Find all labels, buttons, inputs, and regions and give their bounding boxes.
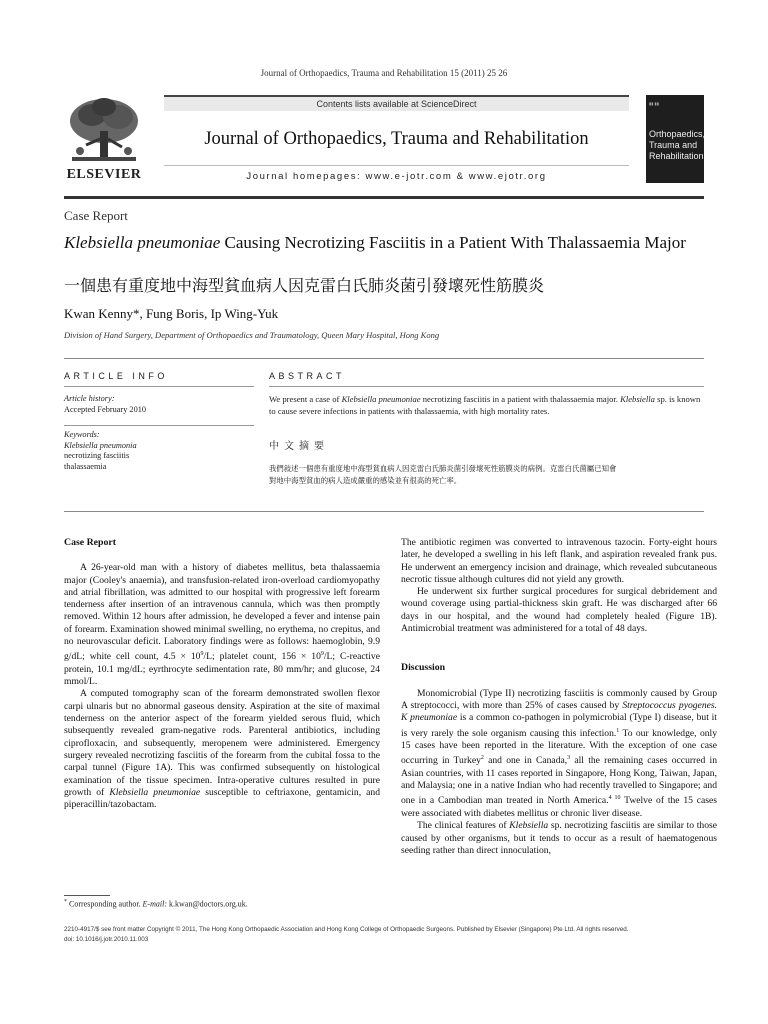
- paragraph: [64, 562, 380, 688]
- keyword: necrotizing fasciitis: [64, 451, 130, 460]
- cn-line: 我們敍述一個患有重度地中海型貧血病人因克雷白氏肺炎菌引發壞死性筋膜炎的病例。克雷白氏菌屬已知會: [269, 464, 617, 473]
- abstract-span: We present a case of: [269, 394, 342, 404]
- copyright-footer: [64, 925, 724, 944]
- banner-mid-rule: [164, 165, 629, 166]
- divider: [269, 386, 704, 387]
- article-history: [64, 394, 254, 415]
- text: A computed tomography scan of the forearm demonstrated swollen flexor carpi ulnaris but no abnormal gaseous density. Aspiration at the site of maximal tenderness on the anterior aspect of the forearm yielded serous fluid, which subsequently revealed gram-negative rods. Parenteral antibiotics, including ciprofloxacin, and subsequently, meropenem were administered. Emergency surgery revealed necrotizing fasciitis of the forearm from the cubital fossa to the carpal tunnel (Figure 1A). This was confirmed subsequently on histological examination of the tissue specimen. Intra-operative cultures resulted in pure growth of: [64, 688, 380, 798]
- abstract-span: Klebsiella: [620, 394, 655, 404]
- abstract-span: necrotizing fasciitis in a patient with thalassaemia major.: [420, 394, 621, 404]
- journal-title: Journal of Orthopaedics, Trauma and Rehabilitation: [204, 129, 589, 149]
- cover-line: Rehabilitation: [649, 151, 704, 161]
- abstract-span: sp. is known to cause severe infections in patients with thalassaemia, with high mortality rates.: [269, 394, 701, 416]
- history-label: Article history:: [64, 394, 115, 403]
- elsevier-tree-icon: [64, 95, 144, 167]
- keyword: thalassaemia: [64, 461, 107, 471]
- divider: [64, 511, 704, 512]
- paragraph: [64, 688, 380, 811]
- doi-link[interactable]: doi: 10.1016/j.jotr.2010.11.003: [64, 935, 149, 943]
- keywords: [64, 430, 254, 472]
- text: susceptible to ceftriaxone, gentamicin, and piperacillin/tazobactam.: [64, 786, 381, 811]
- text: sp. necrotizing fasciitis are similar to those caused by other organisms, but it tends to occur as a result of haematogenous seeding rather than direct innoculation,: [401, 820, 717, 856]
- section-heading-case-report: Case Report: [64, 537, 116, 548]
- paragraph: [401, 820, 717, 857]
- journal-homepage-link[interactable]: Journal homepages: www.e-jotr.com & www.ejotr.org: [246, 171, 547, 182]
- body-right-column: [401, 537, 717, 857]
- cover-line: Trauma and: [649, 140, 698, 150]
- superscript: 9: [200, 651, 204, 658]
- elsevier-logo: [64, 95, 144, 187]
- text: Corresponding author.: [67, 899, 143, 909]
- keywords-label: Keywords:: [64, 430, 100, 439]
- text: E-mail:: [142, 899, 167, 909]
- article-title: [64, 232, 704, 253]
- text: /L; C-reactive protein, 10.1 mg/dL; eyrthrocyte sedimentation rate, 80 mm/hr; and glucose, 24 mmol/L.: [64, 651, 380, 688]
- article-type: Case Report: [64, 208, 128, 223]
- footnote-rule: [64, 895, 110, 896]
- divider: [64, 358, 704, 359]
- text: The clinical features of: [417, 820, 510, 832]
- cover-top-marks: ▮▮ ▮▮: [649, 101, 659, 106]
- history-value: Accepted February 2010: [64, 404, 147, 414]
- banner-bottom-rule: [64, 196, 704, 199]
- banner-center: [164, 95, 629, 187]
- text: To our knowledge, only 15 cases have been reported in the literature. With the exception of one case occurring in Turkey: [401, 727, 717, 767]
- text: Twelve of the 15 cases were associated with diabetes mellitus or chronic liver disease.: [401, 795, 717, 819]
- email-link[interactable]: k.kwan@doctors.org.uk.: [166, 899, 248, 909]
- cn-line: 對地中海型貧血的病人造成嚴重的感染並有很高的死亡率。: [269, 476, 462, 485]
- cover-title: [649, 129, 706, 162]
- abstract-heading: ABSTRACT: [269, 371, 346, 381]
- paragraph: The antibiotic regimen was converted to intravenous tazocin. Forty-eight hours later, he developed a swelling in his left flank, and aspiration revealed frank pus. He underwent an emergency incision and drainage, which revealed subcutaneous necrotic tissue although cultures did not yield any growth.: [401, 537, 717, 585]
- title-organism: Klebsiella pneumoniae: [64, 233, 221, 252]
- text: A 26-year-old man with a history of diabetes mellitus, beta thalassaemia major (Cooley's anaemia), and transfusion-related iron-overload cardiomyopathy and atrial fibrillation, was admitted to our hospital with progressive left forearm tenderness after insertion of an intravenous cannula, which was then promptly removed. Within 12 hours after admission, he developed a fever and intense pain of forearm. Examination showed minimal swelling, no erythema, no crepitus, and no neurovascular deficit. Laboratory findings were as follows: haemoglobin, 9.9 g/dL; white cell count, 4.5 × 10: [64, 562, 380, 663]
- citation[interactable]: 2: [480, 755, 484, 762]
- cover-line: Orthopaedics,: [649, 129, 706, 139]
- text: Klebsiella pneumoniae: [109, 786, 201, 798]
- citation[interactable]: 4 10: [608, 795, 621, 802]
- article-info-heading: ARTICLE INFO: [64, 371, 168, 381]
- paragraph: [401, 688, 717, 821]
- chinese-abstract-text: [269, 463, 719, 487]
- section-heading-discussion: Discussion: [401, 662, 446, 674]
- article-title-chinese: 一個患有重度地中海型貧血病人因克雷白氏肺炎菌引發壞死性筋膜炎: [64, 276, 545, 295]
- contents-available-link[interactable]: Contents lists available at ScienceDirect: [164, 97, 629, 111]
- divider: [64, 386, 254, 387]
- title-rest: Causing Necrotizing Fasciitis in a Patient With Thalassaemia Major: [220, 233, 686, 252]
- footnote-marker: *: [64, 899, 67, 905]
- citation[interactable]: 3: [567, 755, 571, 762]
- abstract-span: Klebsiella pneumoniae: [341, 394, 421, 404]
- corresponding-author-footnote: [64, 899, 384, 909]
- text: and one in Canada,: [483, 755, 568, 767]
- body-left-column: [64, 537, 380, 811]
- publisher-name: ELSEVIER: [66, 167, 142, 182]
- text: Monomicrobial (Type II) necrotizing fasciitis is commonly caused by Group A streptococci, with more than 25% of cases caused by: [401, 687, 717, 711]
- abstract-text: [269, 394, 704, 417]
- authors: Kwan Kenny*, Fung Boris, Ip Wing-Yuk: [64, 306, 279, 321]
- paragraph: He underwent six further surgical procedures for surgical debridement and wound coverage using partial-thickness skin graft. He was discharged after 66 days in our hospital, and the wound had completely healed (Figure 1B). Antimicrobial treatment was administered for a total of 48 days.: [401, 586, 717, 635]
- text: /L; platelet count, 156 × 10: [203, 651, 321, 663]
- keyword: Klebsiella pneumonia: [64, 440, 137, 450]
- superscript: 9: [320, 651, 324, 658]
- journal-banner: [64, 95, 704, 191]
- text: all the remaining cases occurred in Asian countries, with 11 cases reported in Singapore, Hong Kong, Taiwan, Japan, and Malaysia; one in a native Indian who had recently travelled to Singapore; and one in a Cambodian man treated in North America.: [401, 755, 718, 807]
- running-header: Journal of Orthopaedics, Trauma and Rehabilitation 15 (2011) 25 26: [260, 68, 508, 78]
- divider: [64, 425, 254, 426]
- affiliation: Division of Hand Surgery, Department of Orthopaedics and Traumatology, Queen Mary Hospital, Hong Kong: [64, 330, 440, 340]
- text: is a common co-pathogen in polymicrobial (Type I) disease, but it is very rarely the sole organism causing this infection.: [401, 712, 717, 739]
- journal-cover-thumbnail: [646, 95, 704, 183]
- copyright-line: 2210-4917/$ see front matter Copyright © 2011, The Hong Kong Orthopaedic Association and Hong Kong College of Orthopaedic Surgeons. Published by Elsevier (Singapore) Pte Ltd. All rights reserved.: [64, 926, 629, 933]
- text: Streptococcus pyogenes. K pneumoniae: [401, 699, 718, 724]
- text: Klebsiella: [509, 820, 549, 832]
- chinese-abstract-heading: 中文摘要: [269, 441, 329, 452]
- citation[interactable]: 1: [616, 727, 620, 734]
